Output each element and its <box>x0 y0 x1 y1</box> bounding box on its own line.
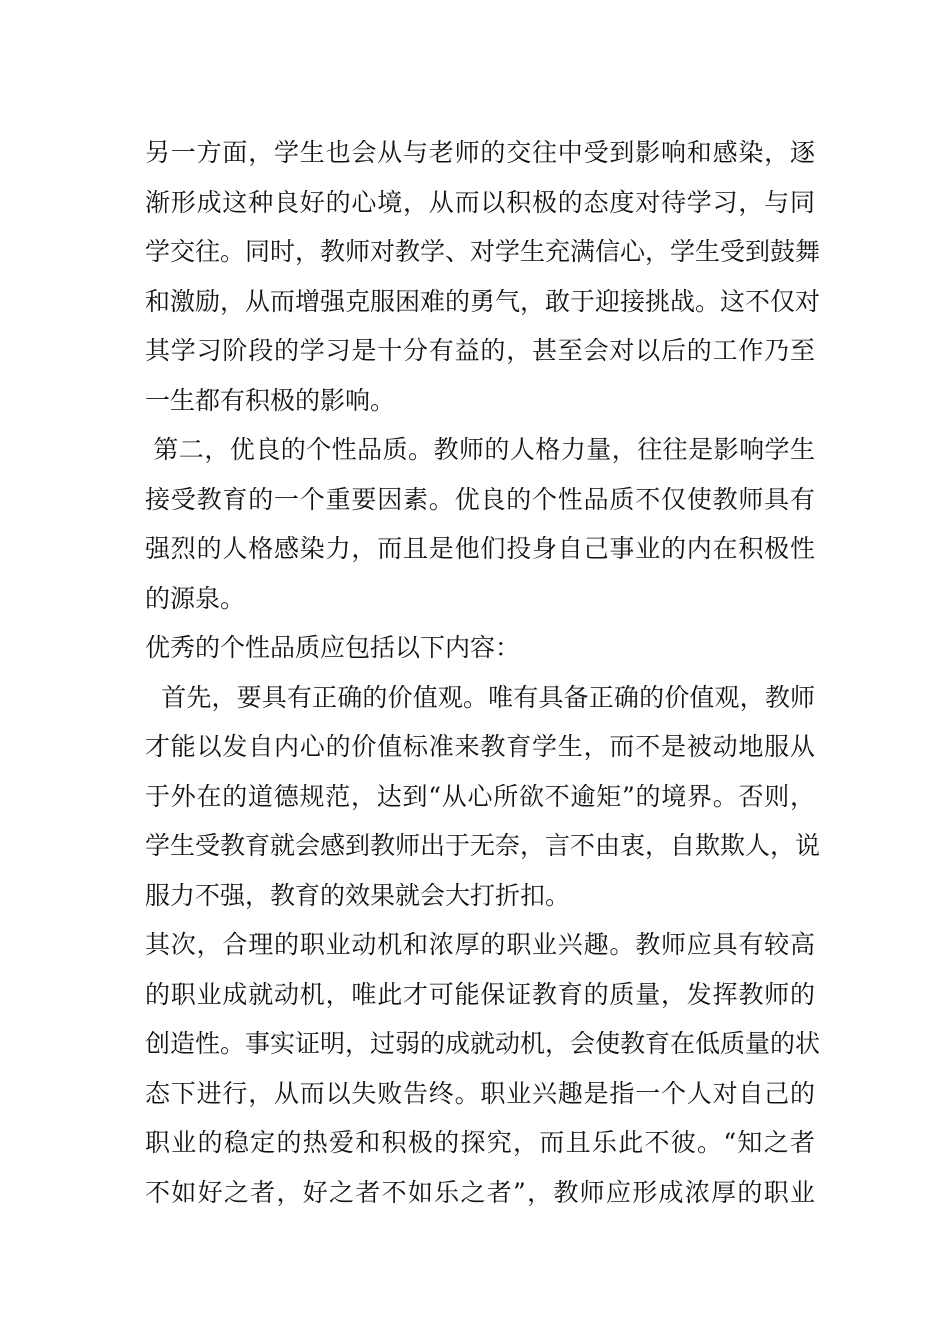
text-line: 接受教育的一个重要因素。优良的个性品质不仅使教师具有 <box>145 484 815 514</box>
text-line: 不如好之者，好之者不如乐之者”，教师应形成浓厚的职业 <box>145 1177 815 1207</box>
text-line: 态下进行，从而以失败告终。职业兴趣是指一个人对自己的 <box>145 1078 815 1108</box>
body-text <box>145 128 821 1217</box>
text-line: 和激励，从而增强克服困难的勇气，敢于迎接挑战。这不仅对 <box>145 286 821 316</box>
text-line: 另一方面，学生也会从与老师的交往中受到影响和感染，逐 <box>145 138 815 167</box>
text-line: 其学习阶段的学习是十分有益的，甚至会对以后的工作乃至 <box>145 336 815 365</box>
text-line: 职业的稳定的热爱和积极的探究，而且乐此不彼。“知之者 <box>145 1128 815 1157</box>
text-line: 于外在的道德规范，达到“从心所欲不逾矩”的境界。否则， <box>145 781 815 811</box>
text-line: 首先，要具有正确的价值观。唯有具备正确的价值观，教师 <box>145 682 815 712</box>
text-line: 一生都有积极的影响。 <box>145 385 396 415</box>
text-line: 创造性。事实证明，过弱的成就动机，会使教育在低质量的状 <box>145 1029 821 1058</box>
text-line: 第二，优良的个性品质。教师的人格力量，往往是影响学生 <box>145 435 815 464</box>
text-line: 才能以发自内心的价值标准来教育学生，而不是被动地服从 <box>145 732 815 761</box>
text-line: 服力不强，教育的效果就会大打折扣。 <box>145 880 571 910</box>
text-line: 学交往。同时，教师对教学、对学生充满信心，学生受到鼓舞 <box>145 237 821 266</box>
text-line: 学生受教育就会感到教师出于无奈，言不由衷，自欺欺人，说 <box>145 831 821 860</box>
text-line: 渐形成这种良好的心境，从而以积极的态度对待学习，与同 <box>145 187 815 217</box>
text-line: 的职业成就动机，唯此才可能保证教育的质量，发挥教师的 <box>145 979 815 1009</box>
text-line: 其次，合理的职业动机和浓厚的职业兴趣。教师应具有较高 <box>145 930 815 959</box>
text-line: 的源泉。 <box>145 583 246 613</box>
text-line: 优秀的个性品质应包括以下内容： <box>145 633 521 662</box>
text-line: 强烈的人格感染力，而且是他们投身自己事业的内在积极性 <box>145 534 815 563</box>
